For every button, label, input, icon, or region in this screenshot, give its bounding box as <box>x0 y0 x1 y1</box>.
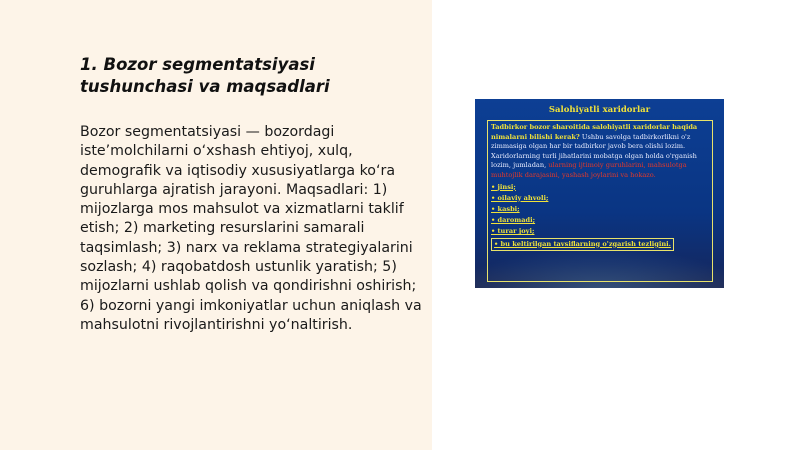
embedded-slide-content-box <box>487 120 713 282</box>
embedded-slide-lead-question: Tadbirkor bozor sharoitida salohiyatli xaridorlar haqida nimalarni bilishi kerak? <box>491 123 698 141</box>
embedded-slide-list <box>491 182 709 251</box>
list-item: • kasbi; <box>491 204 520 213</box>
slide-title: 1. Bozor segmentatsiyasi tushunchasi va maqsadlari <box>80 55 330 96</box>
embedded-slide-paragraph <box>491 123 709 181</box>
embedded-slide-image <box>475 99 724 288</box>
list-item: • bu keltirilgan tavsiflarning o'zgarish tezligini. <box>491 238 674 251</box>
list-item: • turar joyi; <box>491 227 535 236</box>
embedded-slide-lead-text: Ushbu savolga tadbirkorlikni o'z zimmasiga olgan har bir tadbirkor javob bera olishi lozim. Xaridorlarning turli jihatlarini mobatga olgan holda o'rganish lozim, jumladan, <box>491 132 697 170</box>
slide-body-text: Bozor segmentatsiyasi — bozordagi iste’molchilarni o‘xshash ehtiyoj, xulq, demografik va iqtisodiy xususiyatlarga ko‘ra guruhlarga ajratish jarayoni. Maqsadlari: 1) mijozlarga mos mahsulot va xizmatlarni taklif etish; 2) marketing resurslarini samarali taqsimlash; 3) narx va reklama strategiyalarini sozlash; 4) raqobatdosh ustunlik yaratish; 5) mijozlarni ushlab qolish va qondirishni oshirish; 6) bozorni yangi imkoniyatlar uchun aniqlash va mahsulotni rivojlantirishni yo‘naltirish. <box>80 124 422 333</box>
list-item: • daromadi; <box>491 216 536 225</box>
embedded-slide-red-text: ularning ijtimoiy guruhlarini, mahsulotga muhtojlik darajasini, yashash joylarini va hokazo. <box>491 161 687 179</box>
embedded-slide-title: Salohiyatli xaridorlar <box>548 105 651 115</box>
list-item: • oilaviy ahvoli; <box>491 193 549 202</box>
list-item: • jinsi; <box>491 182 516 191</box>
